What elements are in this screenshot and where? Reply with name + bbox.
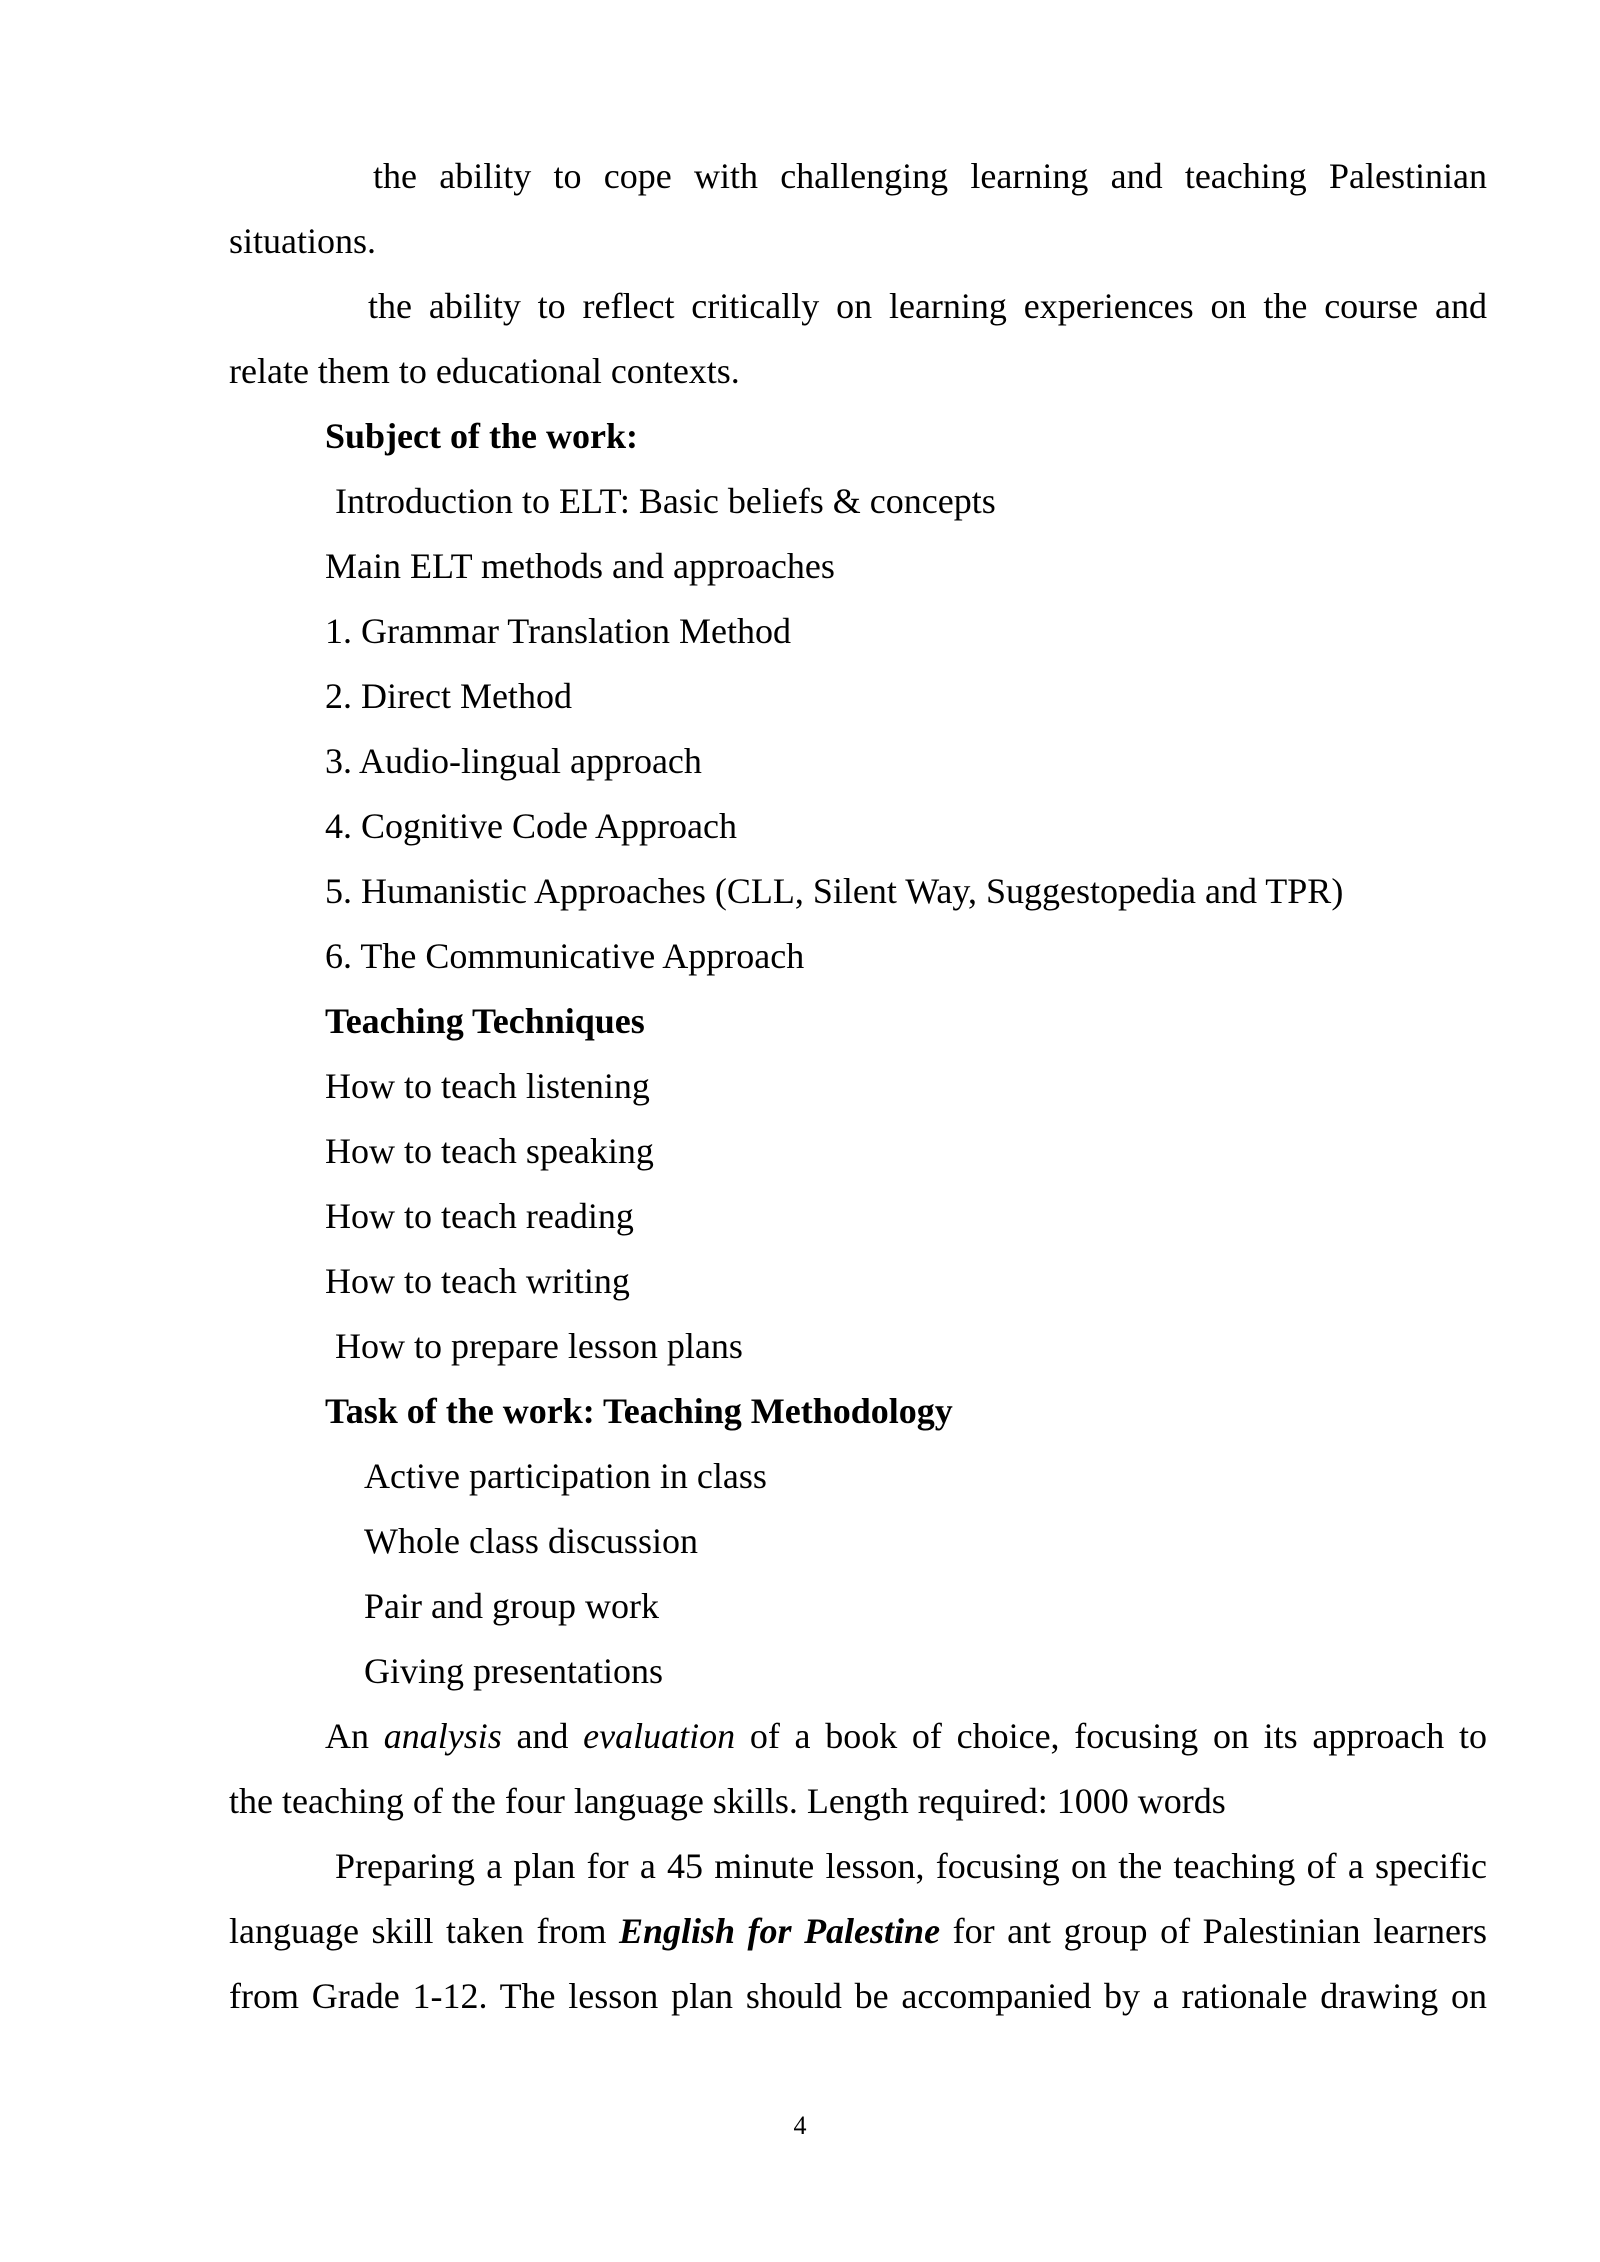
lesson-plan-text-pre: language skill taken from: [229, 1911, 619, 1951]
outcome-1-line-1: the ability to cope with challenging learning and teaching Palestinian: [373, 156, 1487, 196]
task-heading: Task of the work: Teaching Methodology: [325, 1391, 953, 1431]
analysis-text-post: of a book of choice, focusing on its approach to: [735, 1716, 1488, 1756]
method-item: 2. Direct Method: [325, 676, 572, 716]
analysis-paragraph-line-2: the teaching of the four language skills. Length required: 1000 words: [229, 1781, 1226, 1821]
outcome-1-line-2: situations.: [229, 221, 377, 261]
subject-intro-line: Introduction to ELT: Basic beliefs & concepts: [335, 481, 996, 521]
lesson-plan-line-3: from Grade 1-12. The lesson plan should be accompanied by a rationale drawing on: [229, 1976, 1487, 2016]
task-item: Active participation in class: [364, 1456, 767, 1496]
analysis-paragraph-line-1: [325, 1715, 1487, 1757]
task-item: Pair and group work: [364, 1586, 659, 1626]
technique-item: How to teach writing: [325, 1261, 630, 1301]
outcome-2-line-1: the ability to reflect critically on learning experiences on the course and: [368, 286, 1487, 326]
evaluation-emphasis: evaluation: [583, 1716, 736, 1756]
outcome-2-line-2: relate them to educational contexts.: [229, 351, 740, 391]
technique-item: How to teach reading: [325, 1196, 634, 1236]
method-item: 6. The Communicative Approach: [325, 936, 805, 976]
analysis-text-mid: and: [501, 1716, 584, 1756]
page-number: 4: [793, 2111, 807, 2140]
method-item: 5. Humanistic Approaches (CLL, Silent Way, Suggestopedia and TPR): [325, 871, 1344, 911]
technique-item: How to teach speaking: [325, 1131, 654, 1171]
technique-item: How to prepare lesson plans: [335, 1326, 743, 1366]
lesson-plan-line-2: [229, 1910, 1487, 1952]
book-title: English for Palestine: [618, 1911, 941, 1951]
method-item: 3. Audio-lingual approach: [325, 741, 702, 781]
lesson-plan-text-post: for ant group of Palestinian learners: [940, 1911, 1487, 1951]
methods-heading: Main ELT methods and approaches: [325, 546, 835, 586]
method-item: 4. Cognitive Code Approach: [325, 806, 737, 846]
techniques-heading: Teaching Techniques: [325, 1001, 645, 1041]
method-item: 1. Grammar Translation Method: [325, 611, 791, 651]
analysis-emphasis: analysis: [383, 1716, 502, 1756]
analysis-text-pre: An: [325, 1716, 384, 1756]
lesson-plan-line-1: Preparing a plan for a 45 minute lesson, focusing on the teaching of a specific: [335, 1846, 1487, 1886]
task-item: Giving presentations: [364, 1651, 663, 1691]
subject-heading: Subject of the work:: [325, 416, 638, 456]
task-item: Whole class discussion: [364, 1521, 698, 1561]
technique-item: How to teach listening: [325, 1066, 650, 1106]
